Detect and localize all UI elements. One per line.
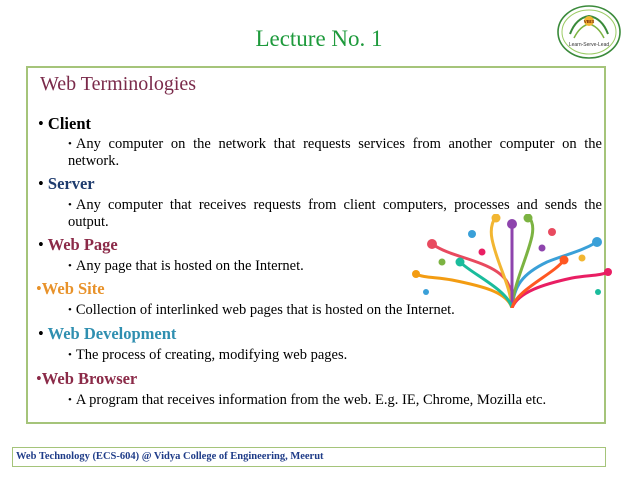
bullet: •: [38, 324, 44, 343]
bullet: •: [38, 114, 44, 133]
section-title: Web Terminologies: [40, 73, 197, 95]
sub-bullet: •: [68, 304, 72, 316]
term-label: Web Site: [41, 279, 105, 298]
definition-text: The process of creating, modifying web pages.: [75, 347, 348, 363]
definition-text: A program that receives information from the web. E.g. IE, Chrome, Mozilla etc.: [75, 392, 547, 408]
term-label: Web Development: [47, 324, 177, 343]
term-web-browser: [36, 369, 137, 389]
definition-web-development: [68, 347, 602, 364]
definition-text: Any computer that receives requests from client computers, processes and sends the output.: [68, 197, 602, 230]
college-logo: [556, 4, 622, 60]
bullet: •: [38, 235, 44, 254]
sub-bullet: •: [68, 260, 72, 272]
sub-bullet: •: [68, 349, 72, 361]
bullet: •: [38, 174, 44, 193]
sub-bullet: •: [68, 138, 72, 150]
bullet: •: [36, 369, 42, 388]
term-server: [38, 174, 95, 194]
footer-text: Web Technology (ECS-604) @ Vidya College of Engineering, Meerut: [16, 451, 324, 462]
term-label: Web Page: [47, 235, 118, 254]
term-label: Server: [47, 174, 95, 193]
bullet: •: [36, 279, 42, 298]
definition-text: Collection of interlinked web pages that is hosted on the Internet.: [75, 302, 455, 318]
lecture-title: Lecture No. 1: [255, 26, 383, 51]
logo-tagline: Learn-Serve-Lead: [568, 42, 610, 48]
term-web-page: [38, 235, 118, 255]
term-web-development: [38, 324, 176, 344]
logo-name: VBIS: [583, 19, 595, 24]
tech-tree-illustration: [412, 214, 612, 308]
term-client: [38, 114, 91, 134]
definition-client: [68, 136, 602, 170]
definition-text: Any computer on the network that requests services from another computer on the network.: [68, 136, 602, 169]
definition-text: Any page that is hosted on the Internet.: [75, 258, 304, 274]
term-label: Client: [47, 114, 91, 133]
term-label: Web Browser: [41, 369, 138, 388]
term-web-site: [36, 279, 105, 299]
sub-bullet: •: [68, 199, 72, 211]
definition-web-browser: [68, 392, 602, 409]
sub-bullet: •: [68, 394, 72, 406]
